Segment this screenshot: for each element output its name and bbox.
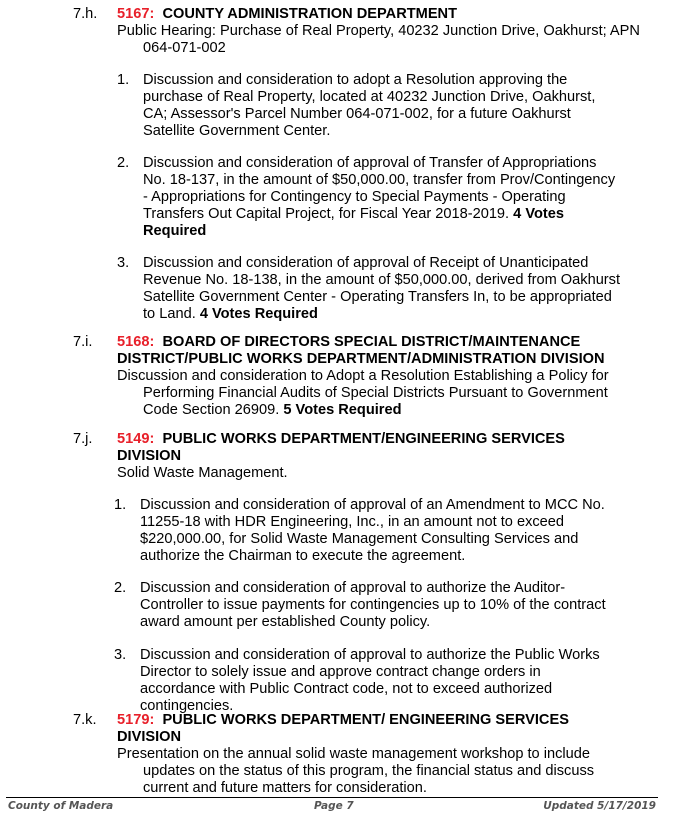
item-id: 5149: — [117, 431, 155, 447]
sub-item-body: Discussion and consideration of approval of an Amendment to MCC No. 11255-18 with HDR Engineering, Inc., in an amount not to exceed $220,000.00, for Solid Waste Management Consulting Services and authorize the Chairman to execute the agreement. — [140, 497, 605, 564]
sub-item-body: Discussion and consideration of approval to authorize the Auditor-Controller to issue payments for contingencies up to 10% of the contract award amount per established County policy. — [140, 580, 606, 630]
sub-item-text — [140, 580, 618, 631]
footer-page-number: Page 7 — [314, 800, 354, 812]
item-intro-body: Discussion and consideration to Adopt a Resolution Establishing a Policy for Performing Financial Audits of Special Districts Pursuant to Government Code Section 26909. — [117, 368, 609, 418]
item-heading — [117, 431, 617, 465]
sub-item-text — [140, 497, 618, 565]
votes-required: 5 Votes Required — [283, 402, 402, 418]
sub-item-text — [143, 72, 621, 140]
sub-item-number: 2. — [114, 580, 127, 596]
item-number: 7.j. — [73, 431, 93, 447]
item-intro: Public Hearing: Purchase of Real Property, 40232 Junction Drive, Oakhurst; APN 064-071-002 — [117, 23, 640, 56]
sub-item-body: Discussion and consideration of approval of Receipt of Unanticipated Revenue No. 18-138, in the amount of $50,000.00, derived from Oakhurst Satellite Government Center - Operating Transfers In, to be appropriated to Land. — [143, 255, 621, 322]
item-number: 7.k. — [73, 712, 97, 728]
sub-item-body: Discussion and consideration to adopt a Resolution approving the purchase of Real Property, located at 40232 Junction Drive, Oakhurst, CA; Assessor's Parcel Number 064-071-002, for a future Oakhurst Satellite Government Center. — [143, 72, 596, 139]
item-heading — [117, 334, 617, 368]
item-department: BOARD OF DIRECTORS SPECIAL DISTRICT/MAINTENANCE DISTRICT/PUBLIC WORKS DEPARTMENT/ADMINISTRATION DIVISION — [117, 334, 605, 367]
footer-county: County of Madera — [8, 800, 114, 812]
footer-rule — [6, 797, 658, 798]
sub-item-text — [140, 647, 618, 715]
sub-item-number: 2. — [117, 155, 130, 171]
votes-required: 4 Votes Required — [143, 206, 565, 239]
sub-item-number: 3. — [114, 647, 127, 663]
sub-item-text — [143, 255, 621, 323]
item-number: 7.h. — [73, 6, 98, 22]
item-heading — [117, 6, 617, 23]
item-department: PUBLIC WORKS DEPARTMENT/ ENGINEERING SERVICES DIVISION — [117, 712, 569, 745]
item-id: 5167: — [117, 6, 155, 22]
item-department: COUNTY ADMINISTRATION DEPARTMENT — [162, 6, 458, 22]
agenda-item-7k — [0, 712, 680, 797]
sub-item-number: 1. — [114, 497, 127, 513]
sub-item-text — [143, 155, 621, 240]
footer-updated-date: Updated 5/17/2019 — [543, 800, 656, 812]
sub-item-number: 3. — [117, 255, 130, 271]
item-intro — [117, 368, 643, 419]
agenda-item-7j — [0, 431, 680, 482]
item-intro: Presentation on the annual solid waste management workshop to include updates on the status of this program, the financial status and discuss current and future matters for consideration. — [117, 746, 595, 796]
item-number: 7.i. — [73, 334, 93, 350]
item-intro: Solid Waste Management. — [117, 465, 288, 481]
item-department: PUBLIC WORKS DEPARTMENT/ENGINEERING SERVICES DIVISION — [117, 431, 565, 464]
agenda-item-7h — [0, 6, 680, 57]
agenda-item-7i — [0, 334, 680, 419]
sub-item-body: Discussion and consideration of approval of Transfer of Appropriations No. 18-137, in the amount of $50,000.00, transfer from Prov/Contingency - Appropriations for Contingency to Special Payments - Operating Transfers Out Capital Project, for Fiscal Year 2018-2019. — [143, 155, 616, 222]
votes-required: 4 Votes Required — [199, 306, 318, 322]
item-id: 5179: — [117, 712, 155, 728]
item-id: 5168: — [117, 334, 155, 350]
item-heading — [117, 712, 617, 746]
sub-item-body: Discussion and consideration of approval to authorize the Public Works Director to solely issue and approve contract change orders in accordance with Public Contract code, not to exceed authorized contingencies. — [140, 647, 600, 714]
sub-item-number: 1. — [117, 72, 130, 88]
